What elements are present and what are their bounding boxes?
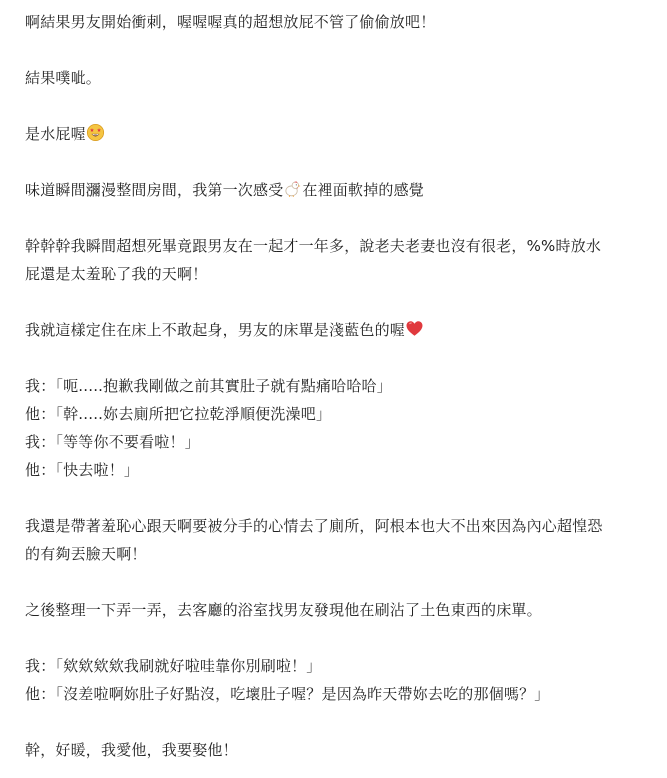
text-line: 啊結果男友開始衝刺，喔喔喔真的超想放屁不管了偷偷放吧！ <box>25 13 436 31</box>
paragraph-3 <box>25 120 645 148</box>
paragraph-9 <box>25 596 645 624</box>
text-segment: 在裡面軟掉的感覺 <box>302 181 425 199</box>
paragraph-10-dialogue <box>25 652 645 708</box>
paragraph-6 <box>25 316 645 344</box>
text-line: 幹，好暖，我愛他，我要娶他！ <box>25 741 238 759</box>
text-line-with-emoji <box>25 120 645 148</box>
dialogue-line: 我：「等等你不要看啦！」 <box>25 433 200 451</box>
red-heart-emoji-icon <box>405 319 424 338</box>
text-line-with-emoji <box>25 316 645 344</box>
post-body <box>25 8 645 764</box>
dialogue-line: 我：「欸欸欸欸我刷就好啦哇靠你別刷啦！」 <box>25 657 322 675</box>
chicken-emoji-icon <box>283 179 302 198</box>
dialogue-line: 他：「沒差啦啊妳肚子好點沒，吃壞肚子喔？是因為昨天帶妳去吃的那個嗎？」 <box>25 685 550 703</box>
star-struck-emoji-icon <box>86 123 105 142</box>
dialogue-line: 我：「呃.....抱歉我剛做之前其實肚子就有點痛哈哈哈」 <box>25 377 392 395</box>
paragraph-11 <box>25 736 645 764</box>
paragraph-1 <box>25 8 645 36</box>
text-line: 的有夠丟臉天啊！ <box>25 545 147 563</box>
dialogue-line: 他：「幹.....妳去廁所把它拉乾淨順便洗澡吧」 <box>25 405 332 423</box>
paragraph-8 <box>25 512 645 568</box>
text-line: 我還是帶著羞恥心跟天啊要被分手的心情去了廁所，阿根本也大不出來因為內心超惶恐 <box>25 517 603 535</box>
paragraph-4 <box>25 176 645 204</box>
text-line: 屁還是太羞恥了我的天啊！ <box>25 265 208 283</box>
text-line: 結果噗呲。 <box>25 69 102 87</box>
paragraph-5 <box>25 232 645 288</box>
paragraph-2 <box>25 64 645 92</box>
text-segment: 我就這樣定住在床上不敢起身，男友的床單是淺藍色的喔 <box>25 321 406 339</box>
text-line: 之後整理一下弄一弄，去客廳的浴室找男友發現他在刷沾了土色東西的床單。 <box>25 601 542 619</box>
paragraph-7-dialogue <box>25 372 645 484</box>
text-segment: 是水屁喔 <box>25 125 86 143</box>
dialogue-line: 他：「快去啦！」 <box>25 461 140 479</box>
text-line-with-emoji <box>25 176 645 204</box>
text-line: 幹幹幹我瞬間超想死畢竟跟男友在一起才一年多，說老夫老妻也沒有很老，%%時放水 <box>25 237 602 255</box>
text-segment: 味道瞬間瀰漫整間房間，我第一次感受 <box>25 181 284 199</box>
